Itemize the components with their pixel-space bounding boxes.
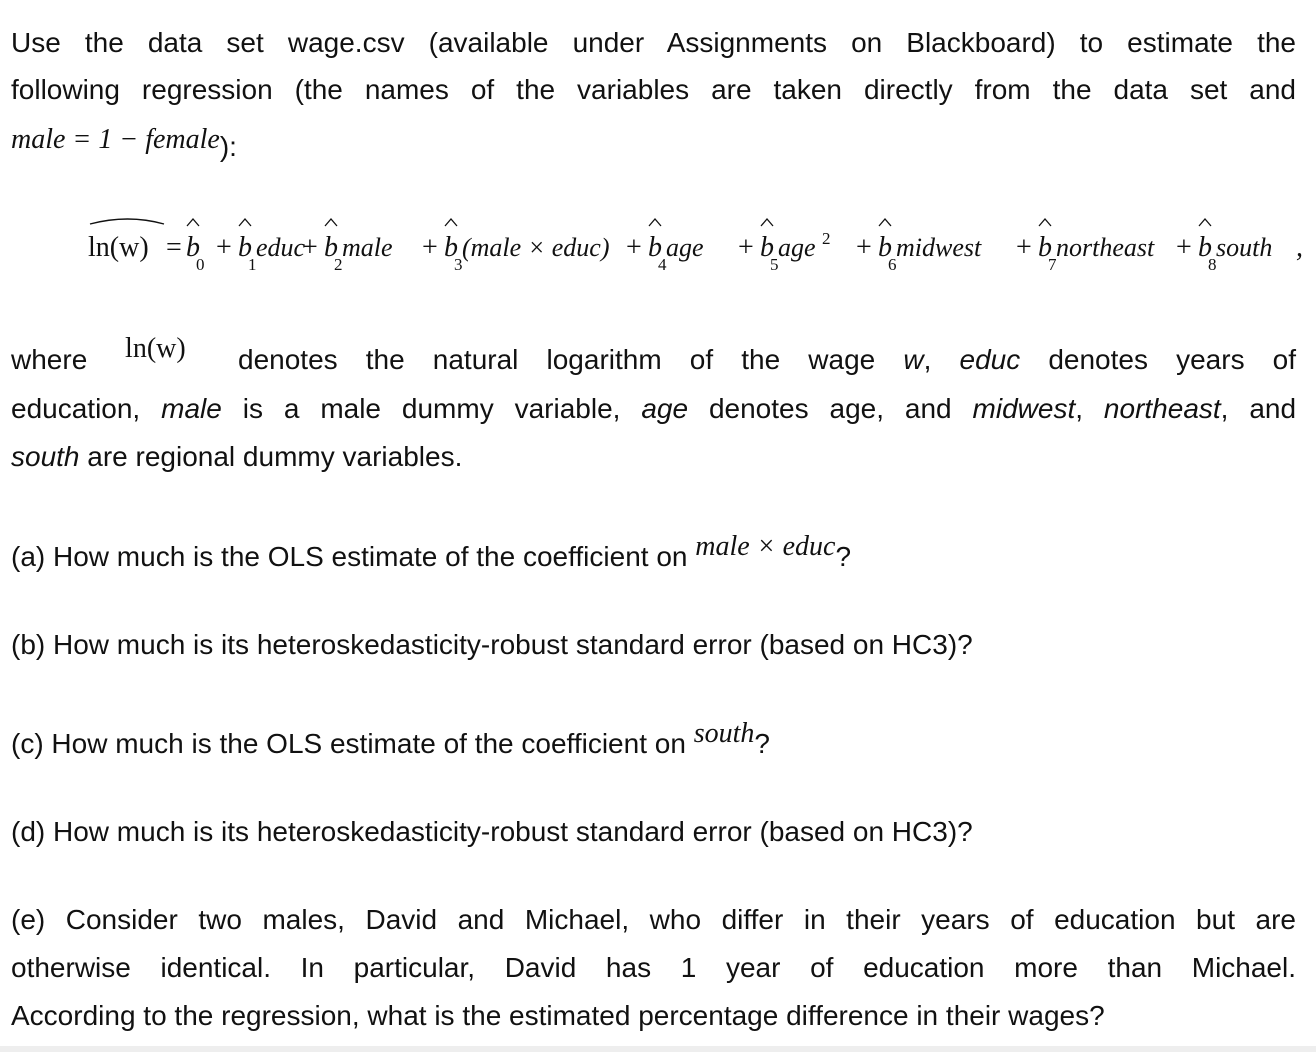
male-definition-math: male = 1 − female bbox=[11, 124, 220, 155]
intro-line-2: following regression (the names of the variables are taken directly from the data set and bbox=[11, 74, 1296, 105]
coef-subscript-7: 7 bbox=[1048, 255, 1057, 274]
regressor-2: male bbox=[342, 233, 393, 262]
plus-sign: + bbox=[1176, 232, 1192, 263]
coef-subscript-1: 1 bbox=[248, 255, 257, 274]
where-line-2 bbox=[11, 392, 1296, 426]
coef-b-6: b bbox=[878, 232, 892, 263]
intro-line-3 bbox=[11, 122, 237, 162]
question-e-line-1: (e) Consider two males, David and Michael, who differ in their years of education but are bbox=[11, 904, 1296, 935]
plus-sign: + bbox=[422, 232, 438, 263]
hat-icon bbox=[239, 219, 251, 226]
hat-icon bbox=[649, 219, 661, 226]
plus-sign: + bbox=[626, 232, 642, 263]
question-a-end: ? bbox=[835, 541, 852, 572]
coef-subscript-3: 3 bbox=[454, 255, 463, 274]
where-rest-1: denotes the natural logarithm of the wage bbox=[238, 344, 876, 375]
plus-sign: + bbox=[216, 232, 232, 263]
question-c-end: ? bbox=[754, 728, 770, 759]
hat-icon bbox=[325, 219, 337, 226]
coef-subscript-0: 0 bbox=[196, 255, 205, 274]
hat-icon bbox=[1039, 219, 1051, 226]
coef-b-1: b bbox=[238, 232, 252, 263]
coef-b-7: b bbox=[1038, 232, 1052, 263]
coef-subscript-4: 4 bbox=[658, 255, 667, 274]
regressor-5: age bbox=[778, 233, 816, 262]
regression-equation bbox=[88, 212, 1308, 292]
intro-line-3-end: ): bbox=[219, 131, 237, 162]
plus-sign: + bbox=[738, 232, 754, 263]
coef-b-5: b bbox=[760, 232, 774, 263]
where-l2-e: , and bbox=[1220, 393, 1297, 424]
where-line-1-rest bbox=[238, 343, 1296, 377]
coef-b-2: b bbox=[324, 232, 338, 263]
question-c-math: south bbox=[693, 718, 755, 749]
plus-sign: + bbox=[302, 232, 318, 263]
where-northeast: northeast bbox=[1103, 393, 1221, 424]
where-comma: , bbox=[923, 344, 932, 375]
question-c bbox=[11, 718, 770, 762]
regressor-4: age bbox=[666, 233, 704, 262]
coef-b-0: b bbox=[186, 232, 200, 263]
where-l2-c: denotes age, and bbox=[708, 393, 952, 424]
bottom-divider bbox=[0, 1046, 1316, 1052]
coef-b-3: b bbox=[444, 232, 458, 263]
question-b: (b) How much is its heteroskedasticity-robust standard error (based on HC3)? bbox=[11, 629, 973, 660]
question-d: (d) How much is its heteroskedasticity-robust standard error (based on HC3)? bbox=[11, 816, 973, 847]
coef-b-4: b bbox=[648, 232, 662, 263]
coef-b-8: b bbox=[1198, 232, 1212, 263]
regressor-6: midwest bbox=[896, 233, 982, 262]
hat-icon bbox=[761, 219, 773, 226]
where-line-3 bbox=[11, 440, 462, 474]
coef-subscript-6: 6 bbox=[888, 255, 897, 274]
where-age: age bbox=[641, 393, 689, 424]
plus-sign: + bbox=[856, 232, 872, 263]
where-south: south bbox=[11, 441, 80, 472]
where-male: male bbox=[161, 393, 222, 424]
where-l3: are regional dummy variables. bbox=[87, 441, 463, 472]
where-educ: educ bbox=[959, 344, 1021, 375]
regressor-3: (male × educ) bbox=[462, 233, 610, 262]
coef-subscript-5: 5 bbox=[770, 255, 779, 274]
question-a-math: male × educ bbox=[695, 531, 836, 562]
coef-subscript-8: 8 bbox=[1208, 255, 1217, 274]
hat-icon bbox=[187, 219, 199, 226]
question-a bbox=[11, 531, 852, 575]
regressor-1: educ bbox=[256, 233, 306, 262]
where-word: where bbox=[11, 344, 88, 375]
where-l2-a: education, bbox=[11, 393, 141, 424]
regressor-8: south bbox=[1216, 233, 1273, 262]
where-line-1 bbox=[11, 333, 186, 378]
hat-icon bbox=[879, 219, 891, 226]
where-w: w bbox=[903, 344, 924, 375]
where-ln-w-math: ln(w) bbox=[125, 333, 186, 364]
where-midwest: midwest bbox=[972, 393, 1076, 424]
coef-subscript-2: 2 bbox=[334, 255, 343, 274]
question-a-text: (a) How much is the OLS estimate of the coefficient on bbox=[11, 541, 688, 572]
hat-icon bbox=[445, 219, 457, 226]
equation-lhs: ln(w) bbox=[88, 232, 149, 263]
intro-line-1: Use the data set wage.csv (available under Assignments on Blackboard) to estimate the bbox=[11, 27, 1296, 58]
question-e-line-2: otherwise identical. In particular, David has 1 year of education more than Michael. bbox=[11, 952, 1296, 983]
where-l2-b: is a male dummy variable, bbox=[242, 393, 621, 424]
equation-comma: , bbox=[1296, 232, 1303, 263]
where-l2-d: , bbox=[1075, 393, 1084, 424]
regressor-7: northeast bbox=[1056, 233, 1155, 262]
question-c-text: (c) How much is the OLS estimate of the coefficient on bbox=[11, 728, 686, 759]
lhs-hat-icon bbox=[90, 219, 164, 224]
plus-sign: + bbox=[1016, 232, 1032, 263]
where-rest-1b: denotes years of bbox=[1048, 344, 1297, 375]
svg-text:=: = bbox=[166, 232, 182, 263]
question-e-line-3: According to the regression, what is the estimated percentage difference in their wages? bbox=[11, 1000, 1105, 1031]
hat-icon bbox=[1199, 219, 1211, 226]
age-squared-power: 2 bbox=[822, 229, 831, 248]
